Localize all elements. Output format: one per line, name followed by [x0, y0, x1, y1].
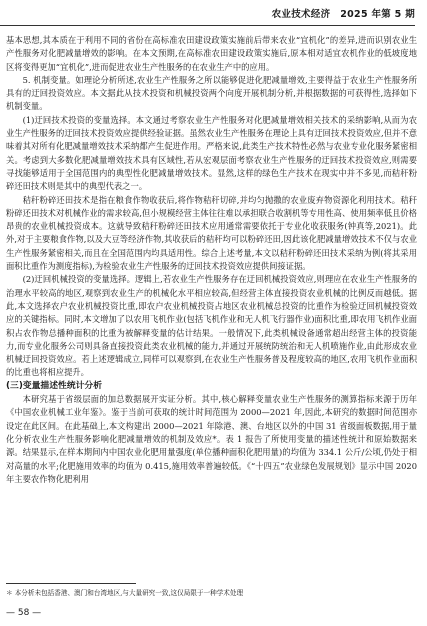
page-number: — 58 —: [6, 608, 42, 618]
body-paragraph: 基本思想,其本质在于利用不同的省份在高标准农田建设政策实施前后带来农业“宜机化”的差异,进而识别农业生产性服务对化肥减量增效的影响。在本文预期,在高标准农田建设政策实施后,原本相对适宜农机作业的低坡度地区将变得更加“宜机化”,进而促进农业生产性服务的在农业生产中的应用。: [6, 35, 417, 72]
body-paragraph: 本研究基于省级层面的加总数据展开实证分析。其中,核心解释变量农业生产性服务的测算指标来源于历年《中国农业机械工业年鉴》。鉴于当前可获取的统计时间范围为 2000—2021 年,因此,本研究的数据时间范围亦设定在此区间。在此基础上,本文构建出 2000—2021 年除港、澳、台地区以外的中国 31 省级面板数据,用于量化分析农业生产性服务影响化肥减量增效的机制及效应*。表 1 报告了所使用变量的描述性统计和原始数据来源。结果显示,在样本期间内中国农业化肥用量强度(单位播种面积化肥用量)的均值为 334.1 公斤/公顷,仍处于相对高量的水平;化肥施用效率的均值为 0.415,施用效率普遍较低。《“十四五”农业绿色发展规划》显示中国 2020 年主要农作物化肥利用: [6, 394, 417, 484]
body-paragraph: (2)迂回机械投资的变量选择。逻辑上,若农业生产性服务存在迂回机械投资效应,则理应在农业生产性服务的治理水平较高的地区,观察到农业生产的机械化水平相应较高,但经营主体直接投资农业机械的比例反而越低。据此,本文选择农户农业机械投资比重,即农户农业机械投资占地区农业机械总投资的比重作为检验迂回机械投资效应的关键指标。同时,本文增加了以农用飞机作业(包括飞机作业和无人机飞行器作业)面积比重,即农用飞机作业面积占农作物总播种面积的比重为被解释变量的估计结果。一般情况下,此类机械设备通常超出经营主体的投资能力,而专业化服务公司则具备直接投资此类农业机械的能力,并通过开展统防统治和无人机喷施作业,由此形成农业机械迂回投资效应。若上述逻辑成立,同样可以观察到,在农业生产性服务普及程度较高的地区,农用飞机作业面积的比重也将相应提升。: [6, 274, 417, 378]
journal-title: 农业技术经济 2025 年第 5 期: [271, 9, 415, 20]
body-paragraph: 5. 机制变量。如理论分析所述,农业生产性服务之所以能够促进化肥减量增效,主要得益于农业生产性服务所具有的迂回投资效应。本文据此从技术投资和机械投资两个向度开展机制分析,并根据数据的可获得性,选择如下机制变量。: [6, 74, 417, 112]
footnote-rule: [6, 583, 136, 584]
footnote: ＊ 本分析未包括香港、澳门和台湾地区,与大量研究一致,这仅局限于一种学术处理: [6, 589, 244, 597]
body-paragraph: (1)迂回技术投资的变量选择。本文通过考察农业生产性服务对化肥减量增效相关技术的采纳影响,从而为农业生产性服务的迂回技术投资效应提供经验证据。虽然农业生产性服务在理论上具有迂回技术投资效应,但并不意味着其对所有化肥减量增效技术采纳都产生促进作用。严格来说,此类生产技术特性必然与农业专业化服务紧密相关。考虑到大多数化肥减量增效技术具有区域性,若从宏观层面考察农业生产性服务的迂回技术投资效应,则需要寻找能够适用于全国范围内的典型性化肥减量增效技术。显然,这样的绿色生产技术在现实中并不多见,而秸秆粉碎还田技术则是其中的典型代表之一。: [6, 114, 417, 192]
section-heading: (三)变量描述性统计分析: [6, 380, 103, 391]
body-paragraph: 秸秆粉碎还田技术是指在粮食作物收获后,将作物秸秆切碎,并均匀抛撒的农业废弃物资源化利用技术。秸秆粉碎还田技术对机械作业的需求较高,但小规模经营主体往往难以承担联合收割机等专用性高、使用频率低且价格昂贵的农业机械投资成本。这就导致秸秆粉碎还田技术应用通常需要依托于专业化收获服务(钟真等,2021)。此外,对于主要粮食作物,以及大豆等经济作物,其收获后的秸秆均可以粉碎还田,因此该化肥减量增效技术不仅与农业生产性服务紧密相关,而且在全国范围内均具适用性。综合上述考量,本文以秸秆粉碎还田技术采纳为例(将其采用面积比重作为测度指标),为检验农业生产性服务的迂回技术投资效应提供间接证据。: [6, 194, 417, 272]
running-header: [8, 6, 415, 24]
article-body: [6, 34, 417, 570]
header-rule: [0, 25, 415, 26]
